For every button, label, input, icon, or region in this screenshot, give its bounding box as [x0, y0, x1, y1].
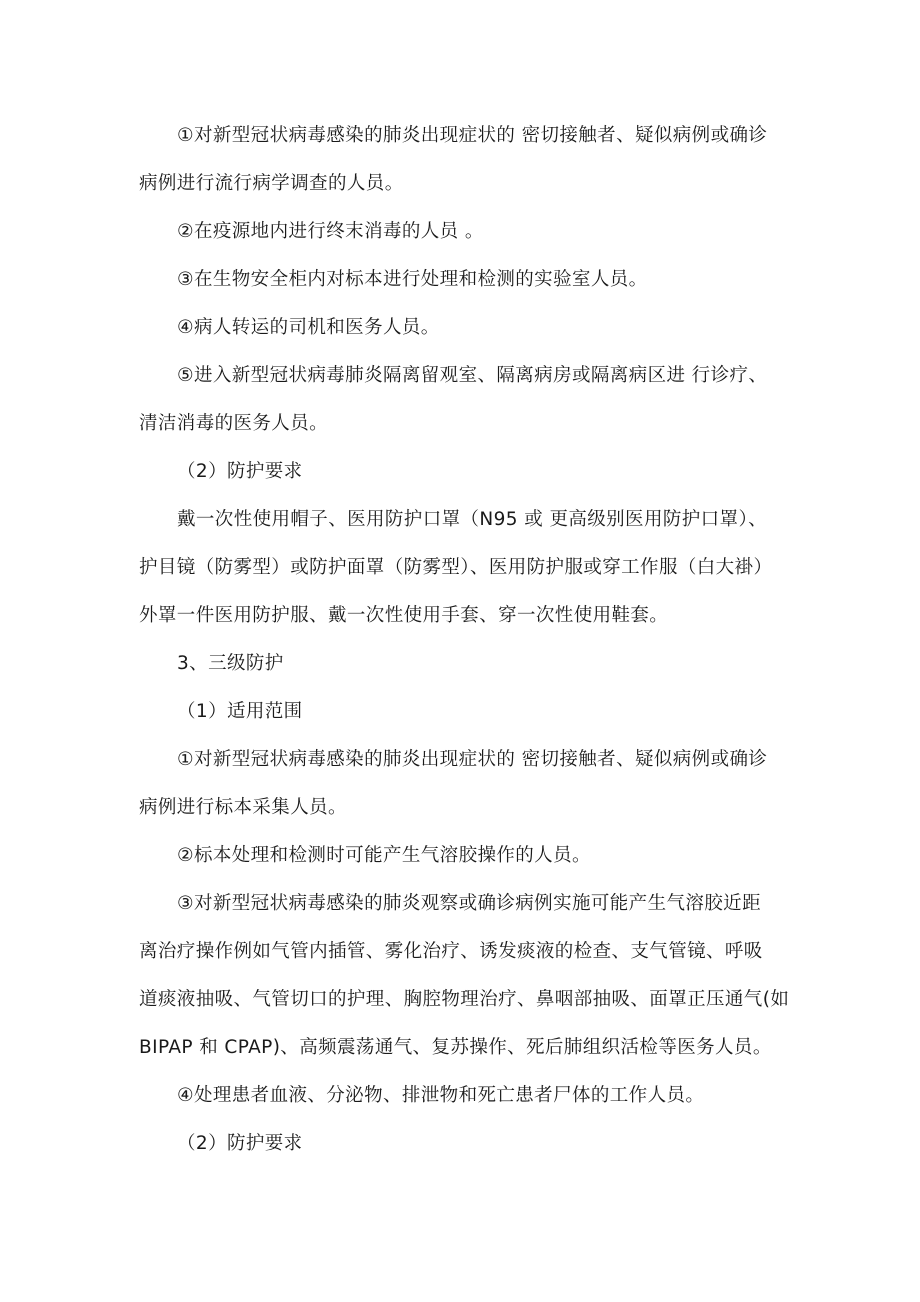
text-line: 外罩一件医用防护服、戴一次性使用手套、穿一次性使用鞋套。 — [139, 605, 669, 626]
text-line: ⑤进入新型冠状病毒肺炎隔离留观室、隔离病房或隔离病区进 行诊疗、 — [177, 365, 768, 386]
text-line: ④处理患者血液、分泌物、排泄物和死亡患者尸体的工作人员。 — [177, 1085, 705, 1106]
text-line: ③在生物安全柜内对标本进行处理和检测的实验室人员。 — [177, 269, 648, 290]
section-heading: （2）防护要求 — [177, 461, 303, 482]
text-line: ②标本处理和检测时可能产生气溶胶操作的人员。 — [177, 845, 591, 866]
text-line: 离治疗操作例如气管内插管、雾化治疗、诱发痰液的检查、支气管镜、呼吸 — [139, 941, 763, 962]
text-line: ②在疫源地内进行终末消毒的人员 。 — [177, 221, 484, 242]
text-line: ④病人转运的司机和医务人员。 — [177, 317, 440, 338]
text-line: 戴一次性使用帽子、医用防护口罩（N95 或 更高级别医用防护口罩）、 — [177, 509, 767, 530]
text-line: ①对新型冠状病毒感染的肺炎出现症状的 密切接触者、疑似病例或确诊 — [177, 125, 768, 146]
text-line: ①对新型冠状病毒感染的肺炎出现症状的 密切接触者、疑似病例或确诊 — [177, 749, 768, 770]
text-line: 病例进行标本采集人员。 — [139, 797, 347, 818]
section-heading: 3、三级防护 — [177, 653, 284, 674]
text-line: 护目镜（防雾型）或防护面罩（防雾型）、医用防护服或穿工作服（白大褂） — [139, 557, 773, 578]
text-line: ③对新型冠状病毒感染的肺炎观察或确诊病例实施可能产生气溶胶近距 — [177, 893, 761, 914]
text-line: 道痰液抽吸、气管切口的护理、胸腔物理治疗、鼻咽部抽吸、面罩正压通气(如 — [139, 989, 790, 1010]
text-line: BIPAP 和 CPAP)、高频震荡通气、复苏操作、死后肺组织活检等医务人员。 — [139, 1037, 772, 1058]
section-heading: （2）防护要求 — [177, 1133, 303, 1154]
text-line: 病例进行流行病学调查的人员。 — [139, 173, 404, 194]
section-heading: （1）适用范围 — [177, 701, 303, 722]
text-line: 清洁消毒的医务人员。 — [139, 413, 329, 434]
